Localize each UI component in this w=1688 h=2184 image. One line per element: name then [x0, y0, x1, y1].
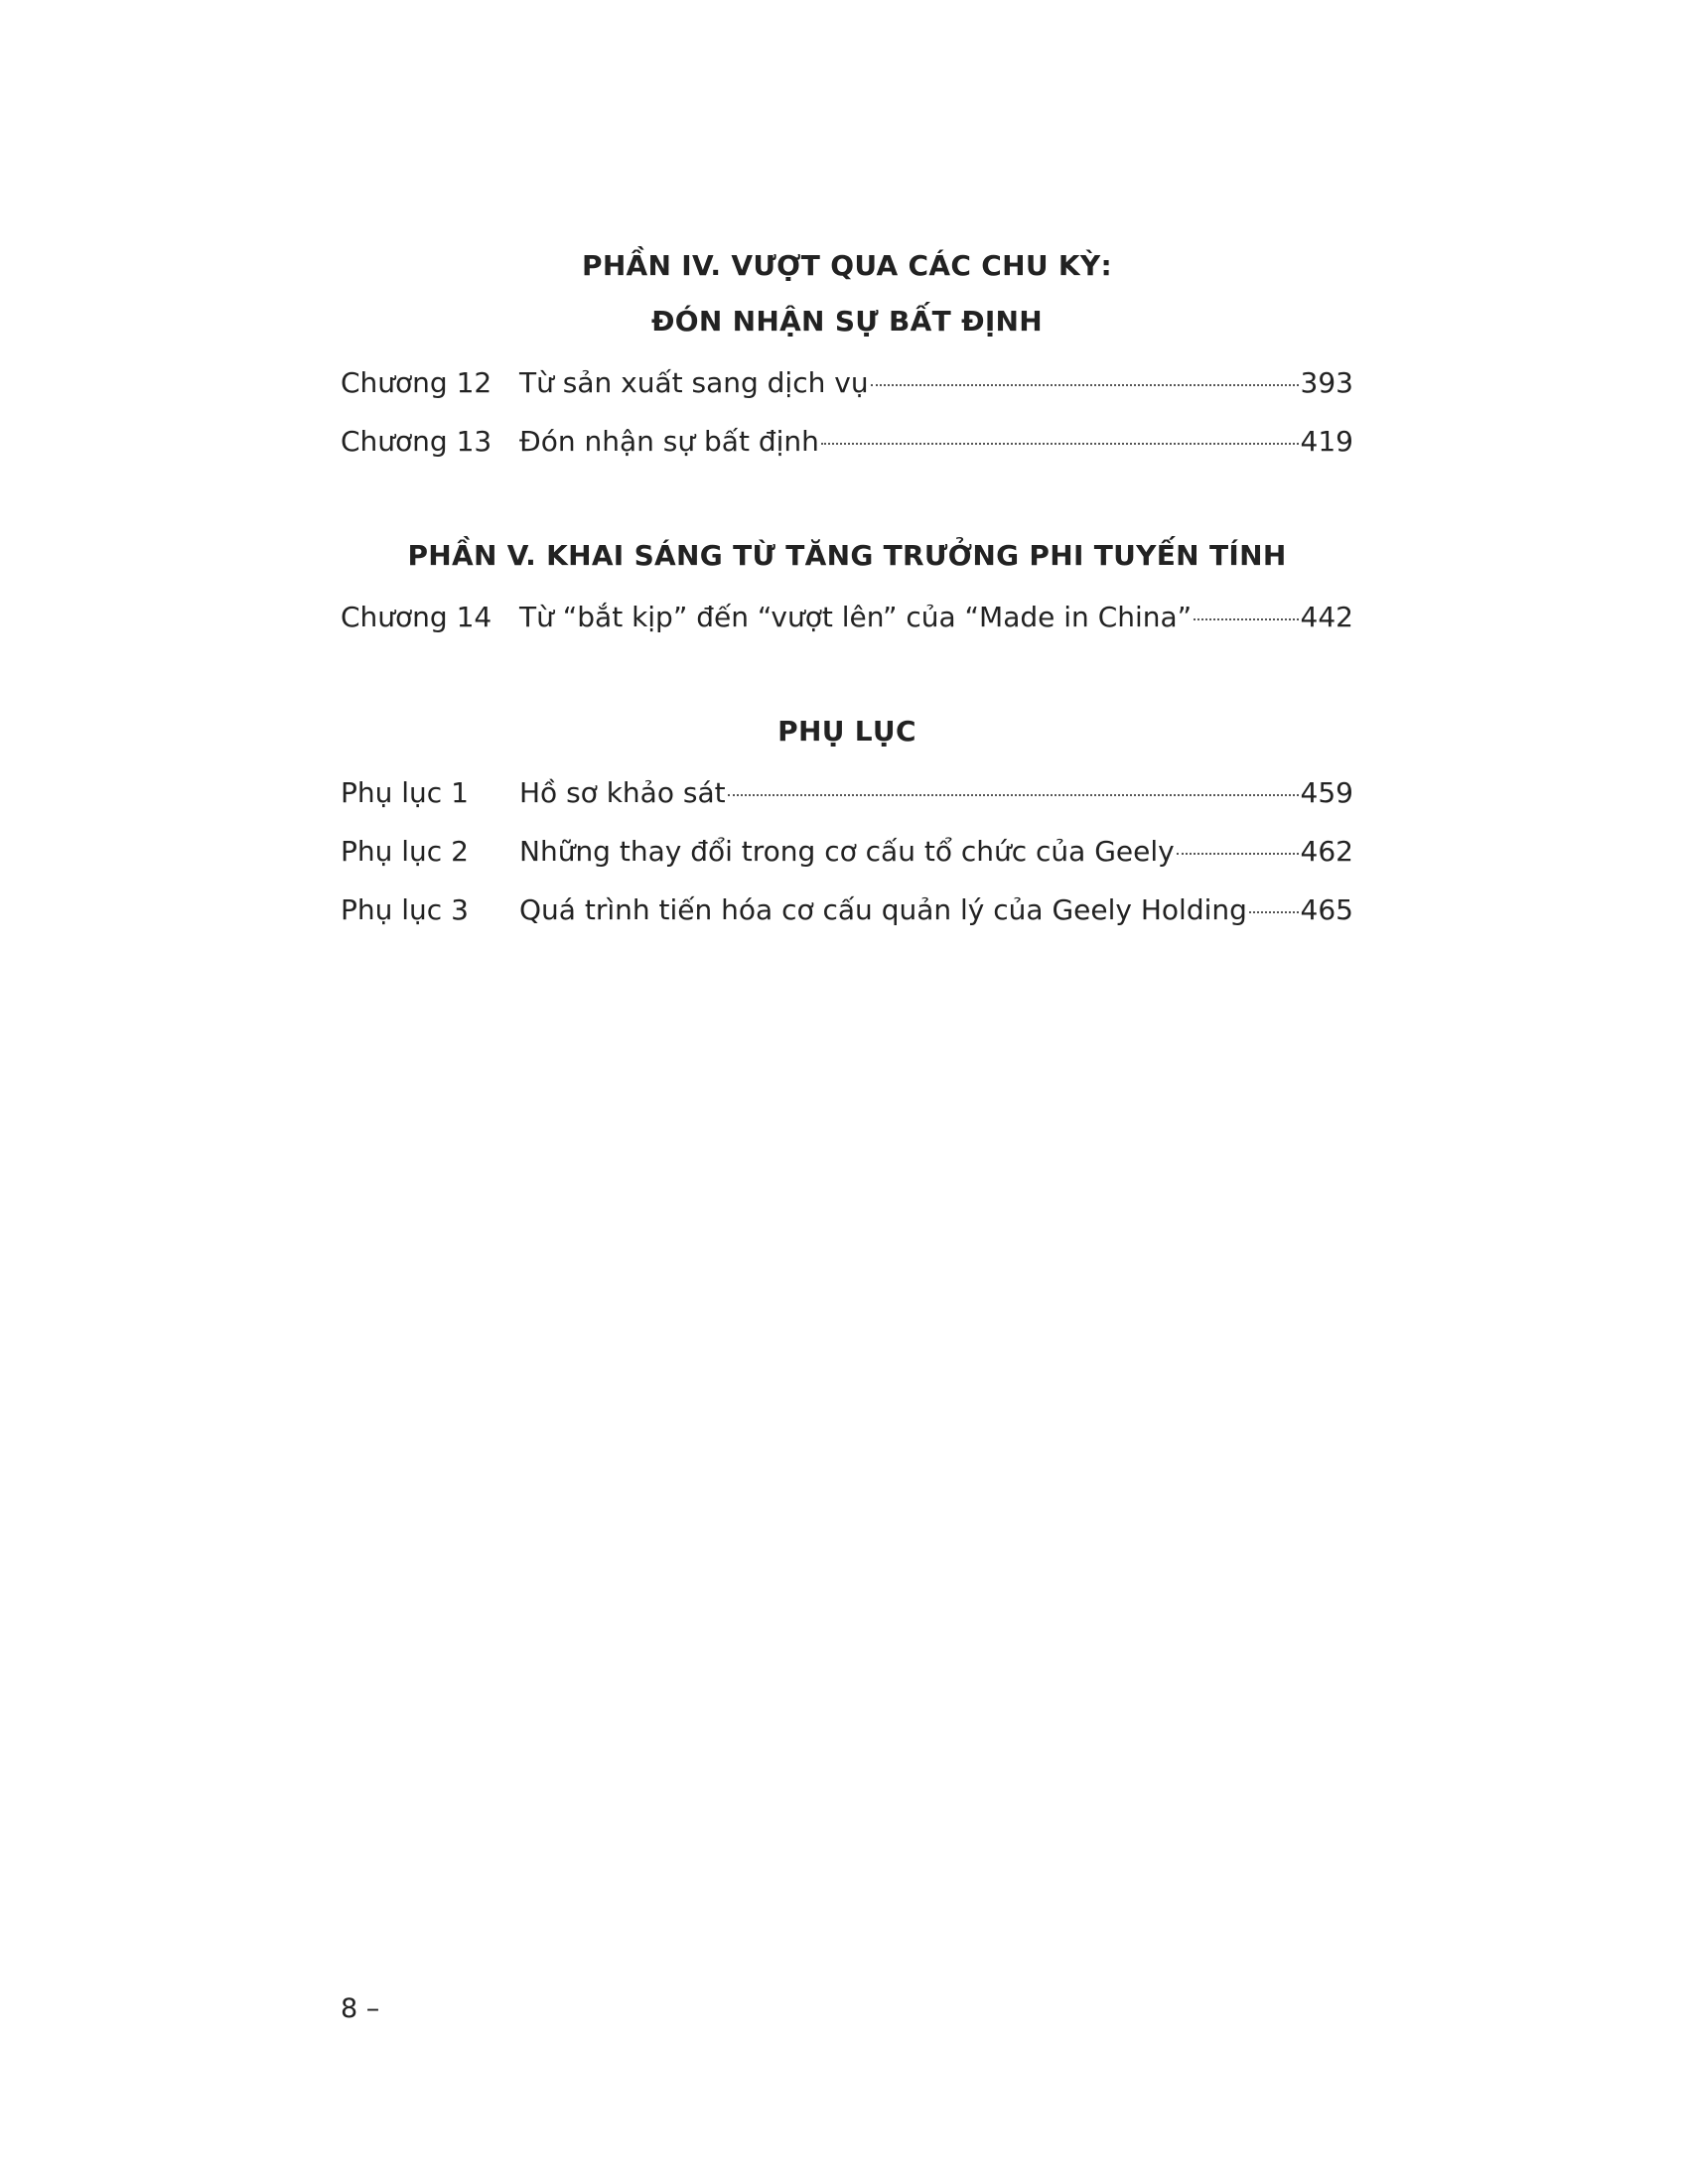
entry-page-number: 419 [1300, 425, 1353, 458]
entry-title: Từ “bắt kịp” đến “vượt lên” của “Made in China” [519, 601, 1193, 633]
entry-label: Chương 13 [341, 425, 492, 458]
entry-page-number: 393 [1300, 366, 1353, 399]
toc-section-part-4 [341, 238, 1353, 471]
entry-title: Đón nhận sự bất định [519, 425, 819, 458]
dot-leader [1194, 618, 1298, 620]
section-title: ĐÓN NHẬN SỰ BẤT ĐỊNH [650, 305, 1044, 338]
section-title: PHẦN V. KHAI SÁNG TỪ TĂNG TRƯỞNG PHI TUYẾN TÍNH [407, 539, 1287, 572]
dot-leader [821, 443, 1299, 445]
toc-section-appendix [341, 704, 1353, 939]
entry-label: Phụ lục 2 [341, 835, 469, 868]
entry-page-number: 442 [1300, 601, 1353, 633]
dot-leader [1177, 853, 1299, 855]
dot-leader [1249, 911, 1299, 913]
dot-leader [871, 384, 1299, 386]
toc-entry[interactable] [341, 412, 1353, 471]
entry-title: Từ sản xuất sang dịch vụ [519, 366, 869, 399]
section-title: PHẦN IV. VƯỢT QUA CÁC CHU KỲ: [582, 249, 1112, 282]
toc-entry[interactable] [341, 763, 1353, 822]
entry-label: Phụ lục 3 [341, 893, 469, 926]
entry-label: Phụ lục 1 [341, 776, 469, 809]
dot-leader [728, 794, 1299, 796]
toc-entry[interactable] [341, 353, 1353, 412]
toc-entry[interactable] [341, 588, 1353, 646]
page-number: 8 – [341, 1993, 380, 2024]
entry-title: Hồ sơ khảo sát [519, 776, 726, 809]
entry-page-number: 465 [1300, 893, 1353, 926]
table-of-contents [341, 238, 1353, 939]
entry-title: Quá trình tiến hóa cơ cấu quản lý của Geely Holding [519, 893, 1247, 926]
toc-entry[interactable] [341, 881, 1353, 939]
entry-label: Chương 14 [341, 601, 492, 633]
entry-title: Những thay đổi trong cơ cấu tổ chức của Geely [519, 835, 1175, 868]
entry-page-number: 462 [1300, 835, 1353, 868]
section-title: PHỤ LỤC [777, 715, 916, 748]
entry-page-number: 459 [1300, 776, 1353, 809]
toc-entry[interactable] [341, 822, 1353, 881]
toc-section-part-5 [341, 528, 1353, 646]
entry-label: Chương 12 [341, 366, 492, 399]
